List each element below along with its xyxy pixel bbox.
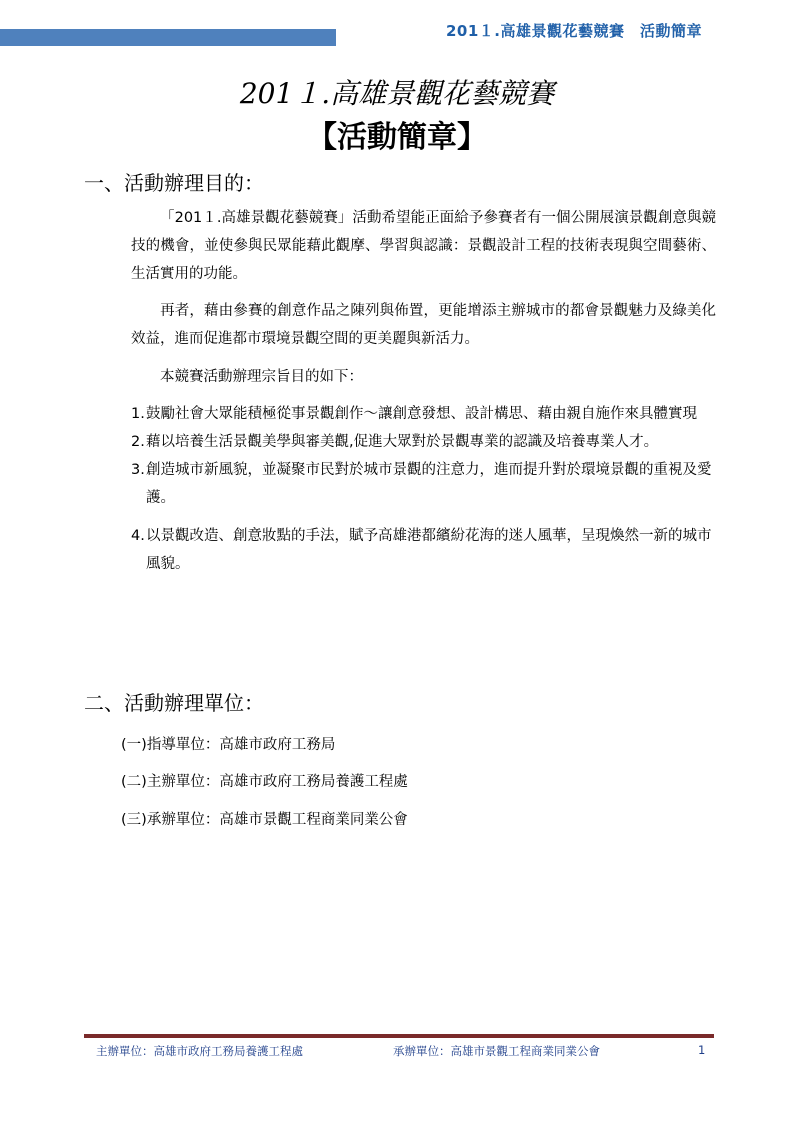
section-heading-units: 二、活動辦理單位： xyxy=(84,691,264,715)
list-item xyxy=(131,456,716,512)
list-item-number: 3. xyxy=(131,462,145,478)
unit-organizer: (二)主辦單位：高雄市政府工務局養護工程處 xyxy=(121,774,408,790)
footer-contractor: 承辦單位：高雄市景觀工程商業同業公會 xyxy=(393,1044,600,1058)
list-item-text: 鼓勵社會大眾能積極從事景觀創作～讓創意發想、設計構思、藉由親自施作來具體實現 xyxy=(146,406,697,422)
list-item-number: 4. xyxy=(131,528,145,544)
list-item xyxy=(131,400,716,428)
purpose-paragraph-2-text: 再者，藉由參賽的創意作品之陳列與佈置，更能增添主辦城市的都會景觀魅力及綠美化效益，進而促進都市環境景觀空間的更美麗與新活力。 xyxy=(131,303,716,347)
purpose-paragraph-1-text: 「201１.高雄景觀花藝競賽」活動希望能正面給予參賽者有一個公開展演景觀創意與競技的機會，並使參與民眾能藉此觀摩、學習與認識：景觀設計工程的技術表現與空間藝術、生活實用的功能。 xyxy=(131,210,716,282)
page-number: 1 xyxy=(698,1043,706,1057)
header-accent-bar xyxy=(0,29,336,46)
unit-guidance: (一)指導單位：高雄市政府工務局 xyxy=(121,737,336,753)
list-item-text: 以景觀改造、創意妝點的手法，賦予高雄港都繽紛花海的迷人風華，呈現煥然一新的城市風貌。 xyxy=(146,528,712,572)
purpose-paragraph-3-text: 本競賽活動辦理宗旨目的如下： xyxy=(160,369,363,385)
footer-organizer: 主辦單位：高雄市政府工務局養護工程處 xyxy=(96,1044,303,1058)
purpose-paragraph-2 xyxy=(131,297,716,353)
list-item-number: 1. xyxy=(131,406,145,422)
document-subtitle: 【活動簡章】 xyxy=(307,120,487,155)
list-item-number: 2. xyxy=(131,434,145,450)
list-item-text: 創造城市新風貌，並凝聚市民對於城市景觀的注意力，進而提升對於環境景觀的重視及愛護。 xyxy=(146,462,712,506)
purpose-paragraph-1 xyxy=(131,204,716,288)
section-heading-purpose: 一、活動辦理目的： xyxy=(84,171,264,195)
purpose-paragraph-3 xyxy=(131,363,716,391)
list-item xyxy=(131,522,716,578)
unit-contractor: (三)承辦單位：高雄市景觀工程商業同業公會 xyxy=(121,812,408,828)
footer-divider xyxy=(84,1034,714,1038)
purpose-list xyxy=(131,400,716,578)
list-item xyxy=(131,428,716,456)
list-item-text: 藉以培養生活景觀美學與審美觀,促進大眾對於景觀專業的認識及培養專業人才。 xyxy=(146,434,659,450)
running-header-title: 201１.高雄景觀花藝競賽 活動簡章 xyxy=(445,22,702,40)
document-title: 201１.高雄景觀花藝競賽 xyxy=(239,77,555,110)
